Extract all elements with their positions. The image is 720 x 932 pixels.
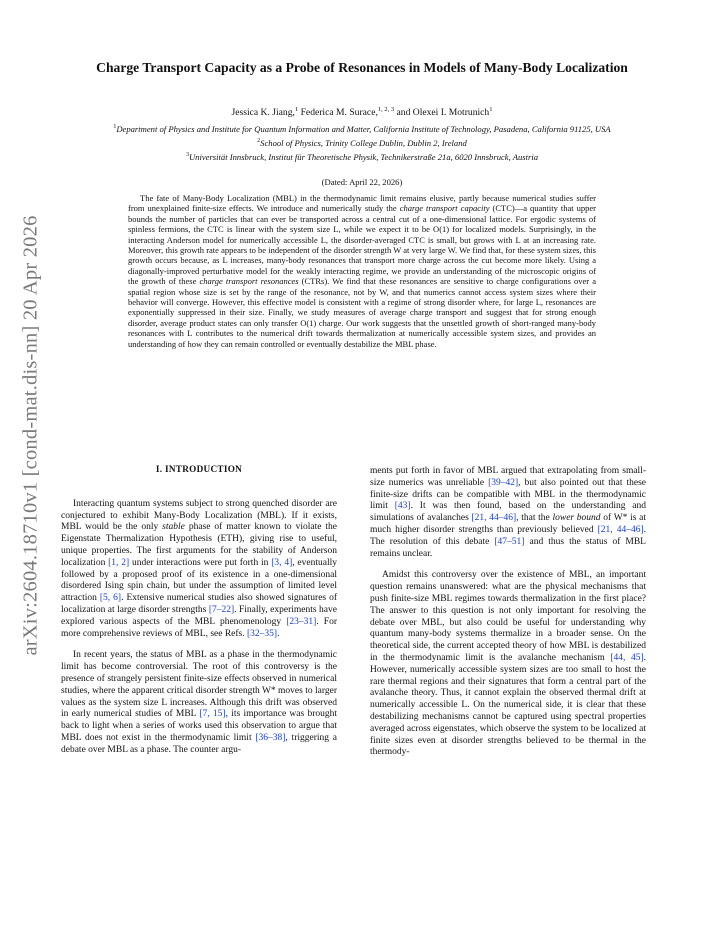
paragraph <box>61 499 337 641</box>
text: . Finally, experiments have explored various aspects of the MBL phenomenology <box>61 604 337 627</box>
text: . The resolution of this debate <box>370 524 646 547</box>
paragraph <box>370 466 646 560</box>
text: ments put forth in favor of MBL argued that extrapolating from small-size numerics was unreliable <box>370 466 646 488</box>
citation-link[interactable]: [3, 4] <box>271 557 293 568</box>
text: , triggering a debate over MBL as a phase. The counter argu- <box>61 732 337 755</box>
affiliation <box>80 149 644 163</box>
dated-line: (Dated: April 22, 2026) <box>321 177 403 187</box>
citation-link[interactable]: [32–35] <box>247 628 278 639</box>
affiliation <box>80 135 644 149</box>
arxiv-stamp <box>8 200 54 670</box>
author-name: and Olexei I. Motrunich <box>396 107 490 119</box>
citation-link[interactable]: [43] <box>394 501 411 512</box>
affiliation-text: Universität Innsbruck, Institut für Theoretische Physik, Technikerstraße 21a, 6020 Innsbruck, Austria <box>188 151 539 162</box>
right-column <box>370 466 646 769</box>
paragraph <box>370 570 646 759</box>
text: . Extensive numerical studies also showed signatures of localization at large disorder strengths <box>61 593 338 615</box>
text: , its importance was brought back to light when a series of works used this observation to argue that MBL does not exist in the thermodynamic limit <box>61 709 337 743</box>
text: In recent years, the status of MBL as a phase in the thermodynamic limit has become controversial. The root of this controversy is the presence of strangely persistent finite-size effects observed in numerical studies, where the apparent critical disorder strength W* moves to larger values as the system size L increases. Although this drift was observed in early numerical studies of MBL <box>61 650 337 720</box>
author-name: Federica M. Surace, <box>300 107 378 119</box>
abstract <box>128 193 596 349</box>
citation-link[interactable]: [7, 15] <box>199 709 226 720</box>
section-heading: I. INTRODUCTION <box>155 464 243 474</box>
left-column <box>61 460 337 767</box>
citation-link[interactable]: [5, 6] <box>99 593 122 604</box>
citation-link[interactable]: [21, 44–46] <box>471 513 517 524</box>
text: Amidst this controversy over the existence of MBL, an important question remains unanswered: what are the physical mechanisms that push finite-size MBL regimes towards thermalization in the first place? The answer to this question is not only important for resolving the debate over MBL, but also could be useful for understanding why quantum many-body systems thermalize in a broader sense. On the theoretical side, the current accepted theory of how MBL is destabilized in the thermodynamic limit is the avalanche mechanism <box>370 570 646 663</box>
text: , eventually followed by a proposed proof of its existence in a one-dimensional disordered Ising spin chain, but under the assumption of limited level attraction <box>61 557 337 604</box>
paragraph <box>61 650 337 756</box>
abstract-text: (CTC)—a quantity that upper bounds the number of particles that can ever be transported across a central cut of a one-dimensional lattice. For ergodic systems of spinless fermions, the CTC is linear with the system size L, while we expect it to be O(1) for localized models. Surprisingly, in the interacting Anderson model for numerically accessible L, the disorder-averaged CTC is small, but grows with L at an increasing rate. Moreover, this growth rate appears to be independent of the disorder strength W at very large W. We find that, for these system sizes, this growth occurs because, as L increases, many-body resonances that transport more charge across the cut become more likely. Using a diagonally-improved perturbative model for the weakly interacting regime, we provide an understanding of the microscopic origins of the growth of these <box>128 203 596 287</box>
author-affiliation-mark: 1 <box>489 106 493 113</box>
citation-link[interactable]: [47–51] <box>494 536 525 547</box>
author-affiliation-mark: 1, 2, 3 <box>377 106 395 113</box>
emphasis: lower bound <box>552 513 601 524</box>
text: . It was then found, based on the understanding and simulations of avalanches <box>370 501 646 524</box>
citation-link[interactable]: [39–42] <box>488 477 519 488</box>
text: of W* is at much higher disorder strengths than previously believed <box>370 513 647 535</box>
text: . <box>277 628 280 639</box>
citation-link[interactable]: [23–31] <box>286 616 317 627</box>
text: . However, numerically accessible system sizes are too small to host the rare thermal regions and their signatures that form a central part of the avalanche theory. Thus, it cannot explain the observed thermal drift at numerically accessible L. On the numerical side, it is clear that these destabilizing mechanisms cannot be captured using spectral properties averaged across eigenstates, which observe the system to be localized at finite sizes even at disorder strengths believed to be thermal in the thermody- <box>370 652 646 758</box>
abstract-emphasis: charge transport resonances <box>199 276 299 287</box>
text: phase of matter known to violate the Eigenstate Thermalization Hypothesis (ETH), giving rise to useful, unique properties. The first arguments for the stability of Anderson localization <box>61 522 337 568</box>
affiliation-text: Department of Physics and Institute for Quantum Information and Matter, California Institute of Technology, Pasadena, California 91125, USA <box>116 123 611 134</box>
citation-link[interactable]: [21, 44–46] <box>597 524 644 535</box>
citation-link[interactable]: [7–22] <box>208 604 235 615</box>
arxiv-identifier: arXiv:2604.18710v1 [cond-mat.dis-nn] 20 Apr 2026 <box>19 214 42 656</box>
text: under interactions were put forth in <box>129 557 272 568</box>
abstract-text: (CTRs). We find that these resonances are sensitive to charge configurations over a spatial region whose size is set by the range of the resonance, not by W, and that numerics cannot access system sizes where their behavior will converge. However, this effective model is consistent with a regime of strong disorder where, for large L, resonances are exponentially suppressed in their size. Finally, we study measures of average charge transport and suggest that for strong enough disorder, average product states can only transfer O(1) charge. Our work suggests that the unsettled growth of short-ranged many-body resonances with L contributes to the numerical drift towards thermalization at numerically accessible system sizes, and provides an understanding of how they can remain controlled or eventually destabilize the MBL phase. <box>128 276 596 349</box>
author-list <box>80 106 644 118</box>
text: and thus the status of MBL remains unclear. <box>370 536 646 559</box>
abstract-text: The fate of Many-Body Localization (MBL) in the thermodynamic limit remains elusive, partly because numerical studies suffer from unexplained finite-size effects. We introduce and numerically study the <box>128 193 596 214</box>
author-affiliation-mark: 1 <box>294 106 299 113</box>
author-name: Jessica K. Jiang, <box>231 107 295 119</box>
affiliation-mark: 1 <box>113 124 117 130</box>
paper-title: Charge Transport Capacity as a Probe of Resonances in Models of Many-Body Localization <box>96 60 628 75</box>
text: Interacting quantum systems subject to strong quenched disorder are conjectured to exhibit Many-Body Localization (MBL). If it exists, MBL would be the only <box>61 498 337 533</box>
affiliation-mark: 2 <box>257 137 261 144</box>
affiliation <box>80 121 644 135</box>
text: . For more comprehensive reviews of MBL, see Refs. <box>61 616 337 639</box>
text: , that the <box>516 513 553 524</box>
citation-link[interactable]: [36–38] <box>255 732 286 743</box>
emphasis: stable <box>162 522 185 533</box>
abstract-emphasis: charge transport capacity <box>399 203 490 214</box>
text: , but also pointed out that these finite-size drifts can be compatible with MBL in the thermodynamic limit <box>370 477 646 512</box>
affiliation-text: School of Physics, Trinity College Dublin, Dublin 2, Ireland <box>260 137 467 148</box>
citation-link[interactable]: [1, 2] <box>108 557 130 568</box>
citation-link[interactable]: [44, 45] <box>610 652 644 663</box>
affiliations <box>80 121 644 163</box>
affiliation-mark: 3 <box>185 151 189 158</box>
